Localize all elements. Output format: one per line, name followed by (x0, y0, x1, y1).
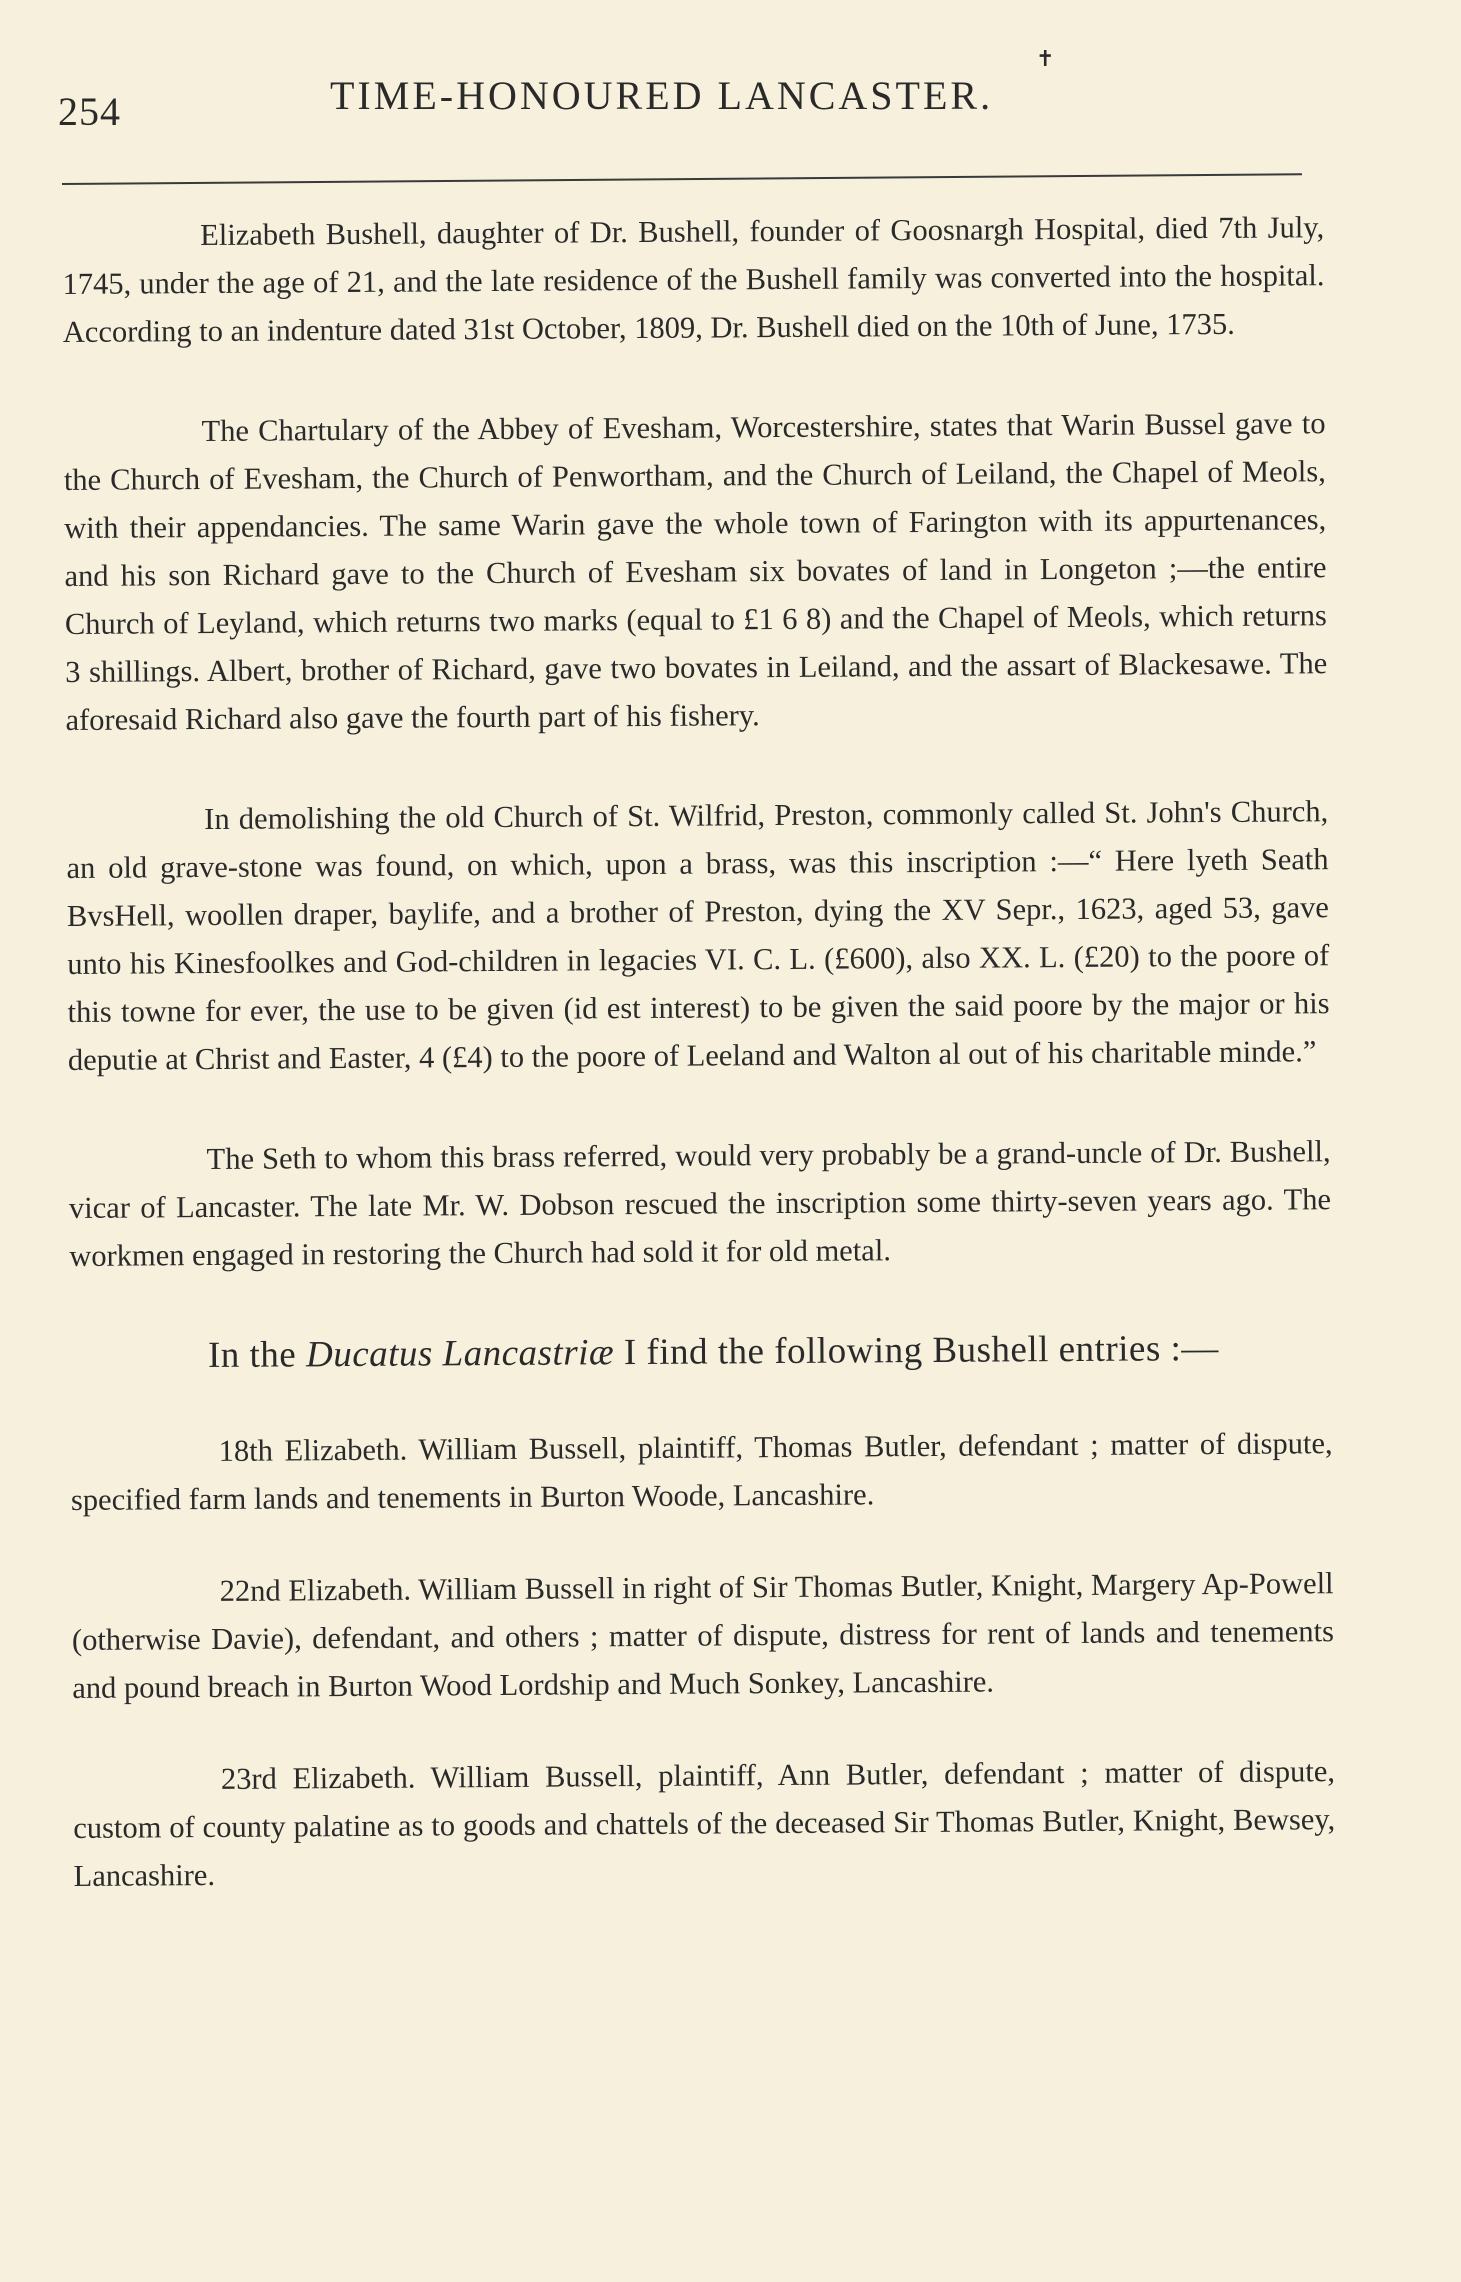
heading-prefix: In the (207, 1334, 307, 1377)
paragraph-bushell-elizabeth: Elizabeth Bushell, daughter of Dr. Bushell, founder of Goosnargh Hospital, died 7th July, 1745, under the age of 21, and the late residence of the Bushell family was converted into the hospital. According to an indenture dated 31st October, 1809, Dr. Bushell died on the 10th of June, 1735. (62, 210, 1325, 349)
paragraph-seth-brass: The Seth to whom this brass referred, would very probably be a grand-uncle of Dr. Bushell, vicar of Lancaster. The late Mr. W. Dobson rescued the inscription some thirty-seven years ago. The workmen engaged in restoring the Church had sold it for old metal. (68, 1134, 1332, 1273)
entry-22nd-elizabeth: 22nd Elizabeth. William Bussell in right of Sir Thomas Butler, Knight, Margery Ap-Powell (otherwise Davie), defendant, and others ; matter of dispute, distress for rent of lands and tenements and pound breach in Burton Wood Lordship and Much Sonkey, Lancashire. (71, 1566, 1335, 1705)
page-number: 254 (58, 89, 121, 134)
heading-suffix: I find the following Bushell entries :— (613, 1327, 1219, 1374)
dagger-ornament-icon: ✝ (1036, 46, 1055, 71)
header-rule (62, 173, 1302, 185)
entry-23rd-elizabeth: 23rd Elizabeth. William Bussell, plaintiff, Ann Butler, defendant ; matter of dispute, custom of county palatine as to goods and chattels of the deceased Sir Thomas Butler, Knight, Bewsey, Lancashire. (73, 1754, 1336, 1893)
running-title: TIME-HONOURED LANCASTER. (330, 73, 994, 118)
paragraph-grave-stone-inscription: In demolishing the old Church of St. Wilfrid, Preston, commonly called St. John's Church, an old grave-stone was found, on which, upon a brass, was this inscription :—“ Here lyeth Seath BvsHell, woollen draper, baylife, and a brother of Preston, dying the XV Sepr., 1623, aged 53, gave unto his Kinesfoolkes and God-children in legacies VI. C. L. (£600), also XX. L. (£20) to the poore of this towne for ever, the use to be given (id est interest) to be given the said poore by the major or his deputie at Christ and Easter, 4 (£4) to the poore of Leeland and Walton al out of his charitable minde.” (66, 794, 1330, 1077)
section-heading-ducatus (70, 1315, 1332, 1390)
entry-18th-elizabeth: 18th Elizabeth. William Bussell, plaintiff, Thomas Butler, defendant ; matter of dispute, specified farm lands and tenements in Burton Woode, Lancashire. (70, 1426, 1333, 1517)
paragraph-chartulary-evesham: The Chartulary of the Abbey of Evesham, Worcestershire, states that Warin Bussel gave to the Church of Evesham, the Church of Penwortham, and the Church of Leiland, the Chapel of Meols, with their appendancies. The same Warin gave the whole town of Farington with its appurtenances, and his son Richard gave to the Church of Evesham six bovates of land in Longeton ;—the entire Church of Leyland, which returns two marks (equal to £1 6 8) and the Chapel of Meols, which returns 3 shillings. Albert, brother of Richard, gave two bovates in Leiland, and the assart of Blackesawe. The aforesaid Richard also gave the fourth part of his fishery. (63, 406, 1328, 737)
page-body (62, 203, 1336, 1944)
heading-title: Ducatus Lancastriæ (305, 1332, 615, 1376)
